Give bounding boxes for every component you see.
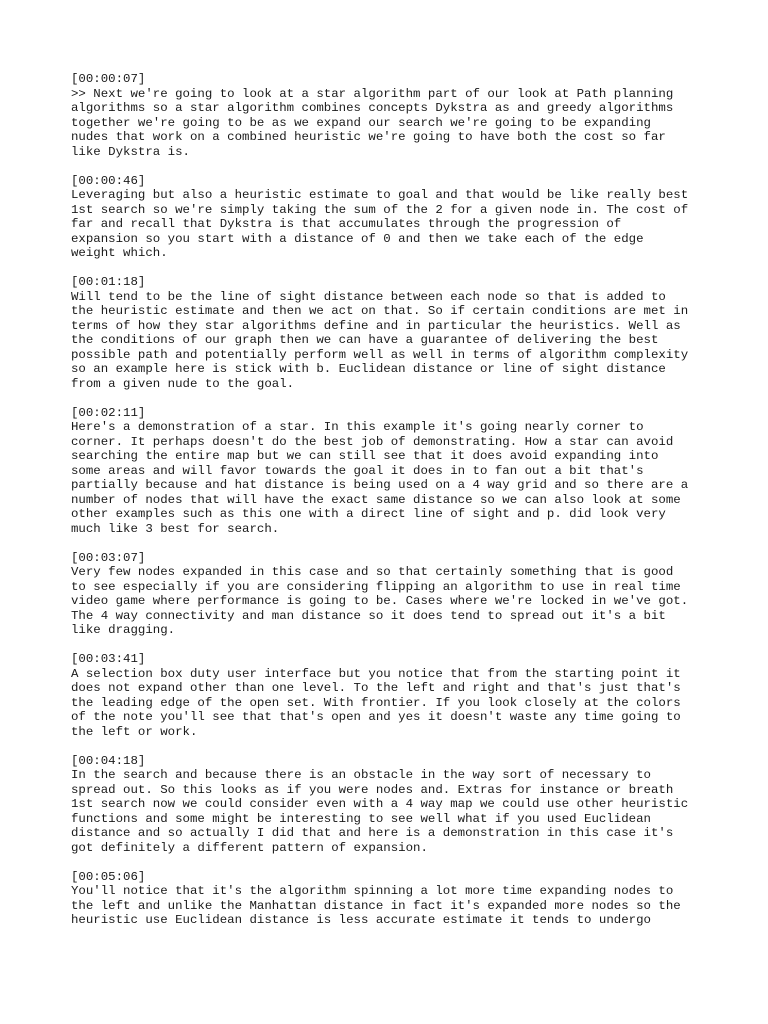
transcript-line: spread out. So this looks as if you were nodes and. Extras for instance or breath: [71, 782, 674, 797]
transcript-line: nudes that work on a combined heuristic we're going to have both the cost so far: [71, 130, 666, 144]
transcript-line: the left and unlike the Manhattan distance in fact it's expanded more nodes so the: [71, 898, 681, 913]
transcript-line: The 4 way connectivity and man distance so it does tend to spread out it's a bit: [71, 608, 666, 623]
transcript-line: Will tend to be the line of sight distance between each node so that is added to: [71, 289, 666, 304]
timestamp: [00:01:18]: [71, 275, 146, 289]
timestamp: [00:02:11]: [71, 405, 146, 420]
timestamp: [00:00:46]: [71, 173, 146, 188]
transcript-entry: [71, 275, 711, 391]
transcript-line: possible path and potentially perform well as well in terms of algorithm complexity: [71, 347, 689, 362]
transcript-line: other examples such as this one with a direct line of sight and p. did look very: [71, 507, 666, 521]
transcript-line: the conditions of our graph then we can have a guarantee of delivering the best: [71, 333, 659, 347]
transcript-line: expansion so you start with a distance of 0 and then we take each of the edge: [71, 231, 644, 246]
transcript-line: >> Next we're going to look at a star algorithm part of our look at Path planning: [71, 86, 674, 101]
transcript-line: searching the entire map but we can still see that it does avoid expanding into: [71, 449, 659, 463]
timestamp: [00:00:07]: [71, 72, 146, 86]
transcript-entry: [71, 652, 711, 739]
transcript-line: Leveraging but also a heuristic estimate to goal and that would be like really best: [71, 188, 689, 202]
timestamp: [00:03:07]: [71, 550, 146, 565]
transcript-line: 1st search so we're simply taking the sum of the 2 for a given node in. The cost of: [71, 202, 689, 217]
transcript-line: weight which.: [71, 246, 168, 260]
transcript-entry: [71, 174, 711, 261]
transcript-line: video game where performance is going to be. Cases where we're locked in we've got.: [71, 594, 689, 608]
transcript-line: like Dykstra is.: [71, 144, 190, 159]
transcript-line: the left or work.: [71, 724, 198, 739]
transcript-entry: [71, 870, 711, 928]
transcript-line: to see especially if you are considering flipping an algorithm to use in real time: [71, 579, 681, 594]
transcript-entry: [71, 406, 711, 537]
transcript-line: 1st search now we could consider even with a 4 way map we could use other heuristic: [71, 797, 689, 811]
transcript-line: far and recall that Dykstra is that accumulates through the progression of: [71, 217, 622, 231]
transcript-line: A selection box duty user interface but you notice that from the starting point it: [71, 666, 681, 681]
transcript-line: does not expand other than one level. To the left and right and that's just that's: [71, 681, 681, 695]
transcript-entry: [71, 551, 711, 638]
transcript-line: so an example here is stick with b. Euclidean distance or line of sight distance: [71, 362, 666, 376]
transcript-line: of the note you'll see that that's open and yes it doesn't waste any time going to: [71, 710, 681, 724]
transcript-line: like dragging.: [71, 623, 176, 637]
transcript-line: heuristic use Euclidean distance is less accurate estimate it tends to undergo: [71, 913, 651, 927]
transcript-line: In the search and because there is an obstacle in the way sort of necessary to: [71, 768, 651, 782]
timestamp: [00:05:06]: [71, 869, 146, 884]
transcript-line: the leading edge of the open set. With frontier. If you look closely at the colors: [71, 695, 681, 710]
transcript-line: corner. It perhaps doesn't do the best job of demonstrating. How a star can avoid: [71, 434, 674, 449]
transcript-line: much like 3 best for search.: [71, 521, 280, 536]
transcript-line: terms of how they star algorithms define and in particular the heuristics. Well as: [71, 318, 681, 333]
transcript-line: Very few nodes expanded in this case and so that certainly something that is good: [71, 565, 674, 579]
transcript-line: some areas and will favor towards the goal it does in to fan out a bit that's: [71, 463, 644, 478]
transcript-line: from a given nude to the goal.: [71, 376, 295, 391]
transcript-line: You'll notice that it's the algorithm spinning a lot more time expanding nodes to: [71, 884, 674, 898]
transcript-document: [71, 72, 711, 942]
transcript-line: got definitely a different pattern of expansion.: [71, 840, 428, 855]
transcript-line: Here's a demonstration of a star. In this example it's going nearly corner to: [71, 420, 644, 434]
transcript-line: together we're going to be as we expand our search we're going to be expanding: [71, 115, 651, 130]
timestamp: [00:03:41]: [71, 652, 146, 666]
transcript-line: algorithms so a star algorithm combines concepts Dykstra as and greedy algorithms: [71, 101, 674, 115]
transcript-entry: [71, 72, 711, 159]
transcript-line: partially because and hat distance is being used on a 4 way grid and so there are a: [71, 478, 689, 492]
transcript-line: functions and some might be interesting to see well what if you used Euclidean: [71, 811, 651, 826]
timestamp: [00:04:18]: [71, 753, 146, 768]
transcript-line: the heuristic estimate and then we act on that. So if certain conditions are met in: [71, 304, 689, 318]
transcript-line: number of nodes that will have the exact same distance so we can also look at some: [71, 492, 681, 507]
transcript-line: distance and so actually I did that and here is a demonstration in this case it's: [71, 826, 674, 840]
transcript-entry: [71, 754, 711, 856]
